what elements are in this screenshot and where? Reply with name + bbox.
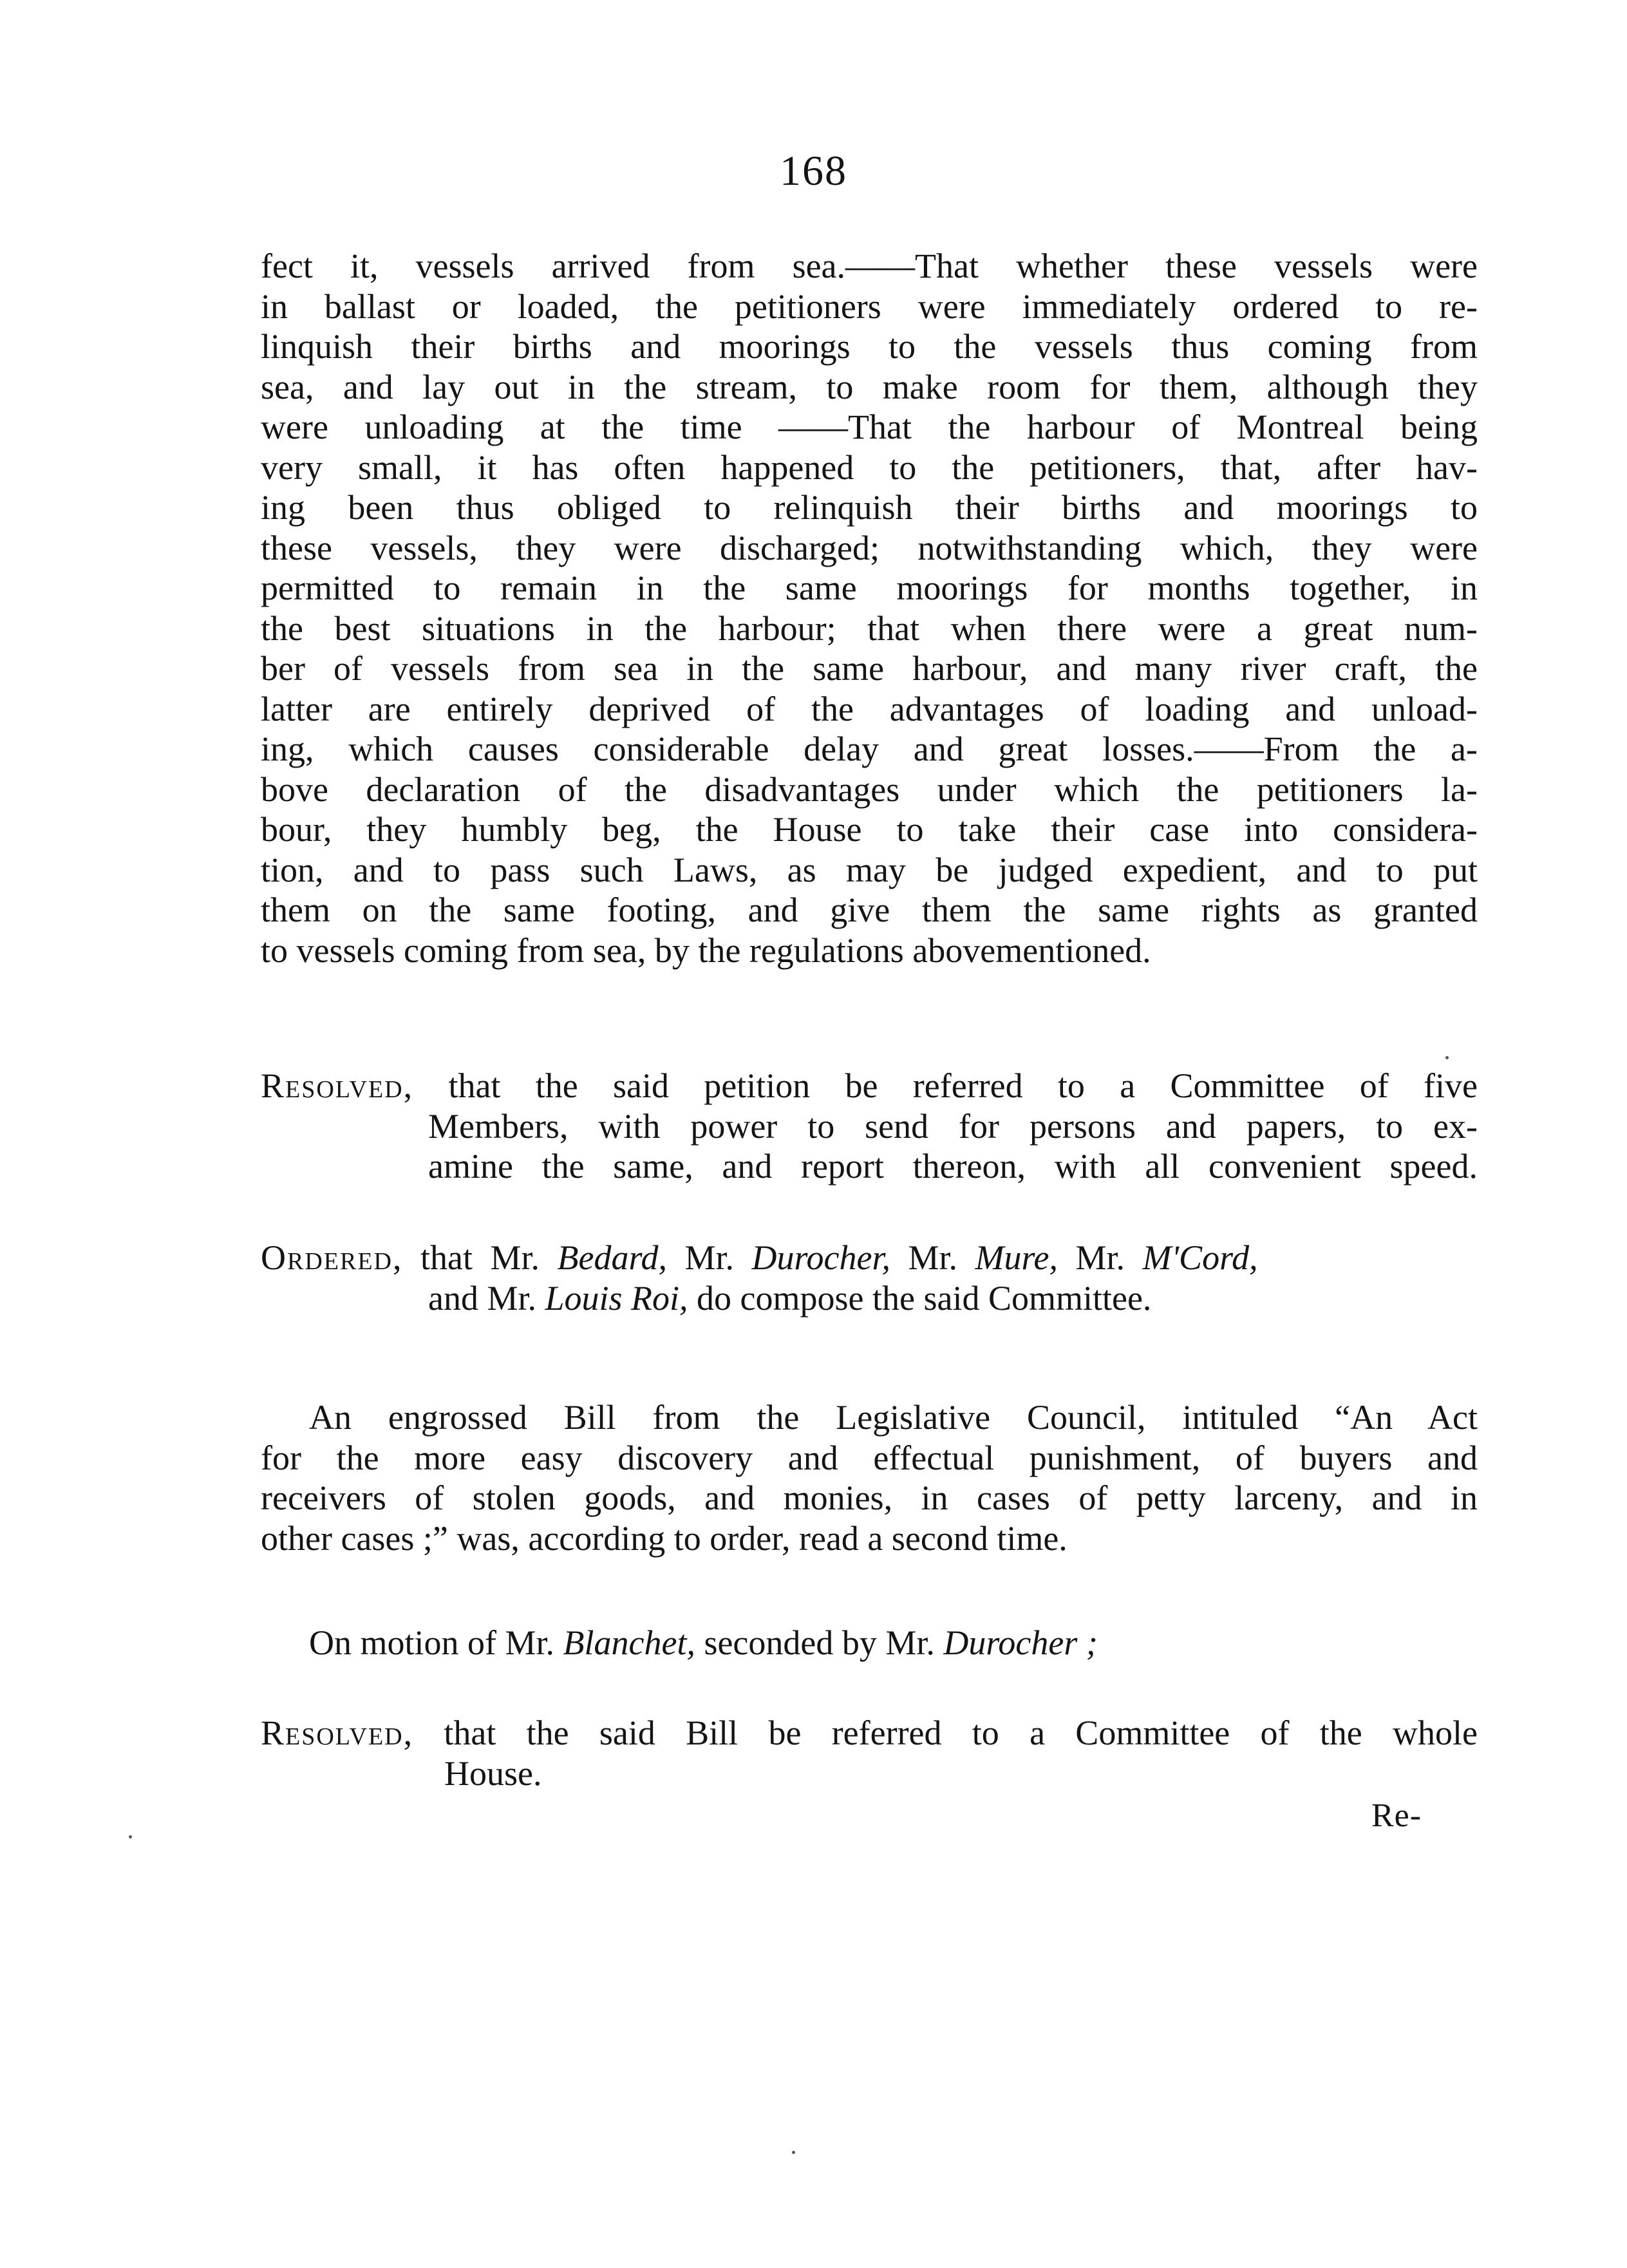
text-line: these vessels, they were discharged; notwithstanding which, they were (261, 528, 1478, 567)
text-line: ing, which causes considerable delay and great losses.——From the a- (261, 730, 1478, 768)
petition-paragraph (261, 246, 1478, 970)
text-line: An engrossed Bill from the Legislative Council, intituled “An Act (309, 1398, 1478, 1437)
text-line: ber of vessels from sea in the same harbour, and many river craft, the (261, 649, 1478, 688)
scan-speck (129, 1835, 132, 1838)
text-fragment: do compose the said Committee. (697, 1278, 1152, 1318)
text-line: to vessels coming from sea, by the regulations abovementioned. (261, 931, 1151, 970)
text-fragment: and Mr. (428, 1278, 536, 1318)
text-line: receivers of stolen goods, and monies, in cases of petty larceny, and in (261, 1479, 1478, 1517)
text-line: them on the same footing, and give them the same rights as granted (261, 891, 1478, 929)
member-name: Louis Roi, (545, 1278, 688, 1318)
text-line: were unloading at the time ——That the harbour of Montreal being (261, 408, 1478, 446)
text-line: tion, and to pass such Laws, as may be judged expedient, and to put (261, 850, 1478, 889)
bill-paragraph (261, 1397, 1478, 1558)
text-line: very small, it has often happened to the petitioners, that, after hav- (261, 448, 1478, 487)
resolved-label: Resolved, (261, 1066, 414, 1105)
text-fragment: seconded by Mr. (704, 1623, 935, 1662)
member-name: M'Cord, (1142, 1238, 1258, 1277)
text-line: permitted to remain in the same moorings for months together, in (261, 569, 1478, 607)
member-name: Mure, (975, 1238, 1058, 1277)
member-name: Durocher ; (943, 1623, 1098, 1662)
text-line: the best situations in the harbour; that when there were a great num- (261, 609, 1478, 648)
text-line: linquish their births and moorings to the vessels thus coming from (261, 327, 1478, 366)
text-fragment: Mr. (1075, 1238, 1125, 1277)
text-line: for the more easy discovery and effectual punishment, of buyers and (261, 1438, 1478, 1477)
text-fragment: Mr. (908, 1238, 958, 1277)
member-name: Bedard, (557, 1238, 667, 1277)
motion-line (309, 1623, 1526, 1663)
text-line: in ballast or loaded, the petitioners were immediately ordered to re- (261, 287, 1478, 326)
ordered-label: Ordered, (261, 1238, 403, 1277)
text-line: amine the same, and report thereon, with all convenient speed. (428, 1147, 1478, 1186)
text-line: that the said Bill be referred to a Committee of the whole (444, 1714, 1478, 1752)
text-fragment: On motion of Mr. (309, 1623, 555, 1662)
text-line: ing been thus obliged to relinquish their births and moorings to (261, 488, 1478, 527)
text-fragment: Mr. (684, 1238, 734, 1277)
text-fragment: that Mr. (420, 1238, 540, 1277)
scan-speck (792, 2151, 795, 2154)
catchword: Re- (1371, 1797, 1422, 1834)
resolved-bill-entry (261, 1713, 1478, 1793)
text-line: sea, and lay out in the stream, to make room for them, although they (261, 367, 1478, 406)
text-line: Members, with power to send for persons and papers, to ex- (428, 1106, 1478, 1146)
text-line: House. (444, 1753, 542, 1793)
ordered-entry (261, 1238, 1478, 1318)
scan-speck (1445, 1056, 1449, 1059)
member-name: Blanchet, (563, 1623, 695, 1662)
text-line: that the said petition be referred to a Committee of five (448, 1066, 1478, 1105)
page-number: 168 (780, 147, 847, 194)
member-name: Durocher, (751, 1238, 890, 1277)
text-line: bove declaration of the disadvantages under which the petitioners la- (261, 770, 1478, 809)
text-line: bour, they humbly beg, the House to take their case into considera- (261, 810, 1478, 849)
resolved-committee-entry (261, 1066, 1478, 1187)
text-line: other cases ;” was, according to order, read a second time. (261, 1518, 1067, 1558)
text-line: fect it, vessels arrived from sea.——That whether these vessels were (261, 247, 1478, 285)
resolved-label: Resolved, (261, 1714, 414, 1752)
text-line: latter are entirely deprived of the advantages of loading and unload- (261, 689, 1478, 728)
